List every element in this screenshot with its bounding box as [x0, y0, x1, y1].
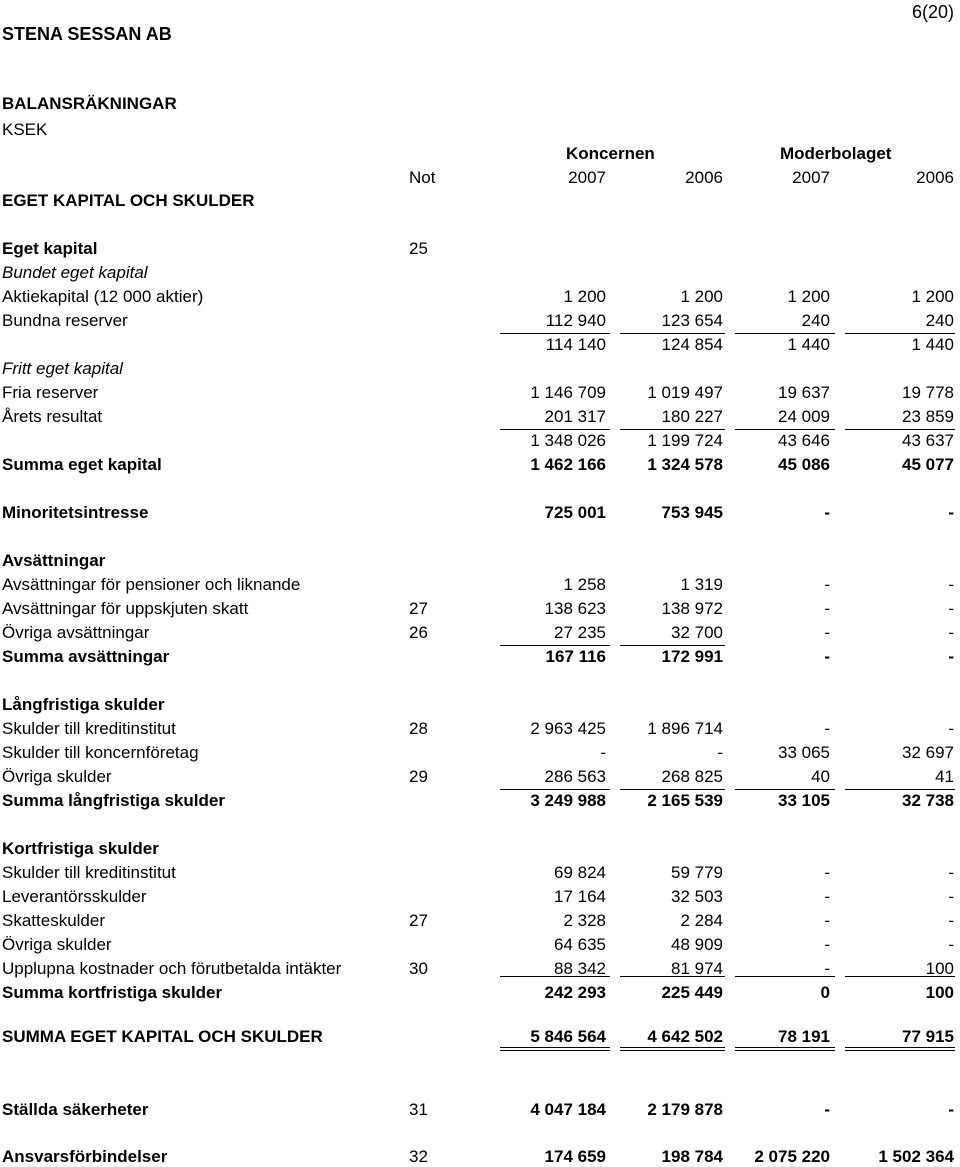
underline — [620, 333, 725, 334]
table-row — [0, 647, 960, 667]
row-value: 124 854 — [661, 335, 723, 354]
underline — [845, 1047, 955, 1048]
row-label: Upplupna kostnader och förutbetalda intäkter — [2, 959, 342, 978]
row-label: Ställda säkerheter — [2, 1100, 149, 1119]
row-value: 167 116 — [545, 647, 606, 666]
row-note: 30 — [409, 959, 428, 978]
row-value: 201 317 — [544, 407, 606, 426]
row-value: - — [948, 887, 954, 906]
row-label: Bundna reserver — [2, 311, 128, 330]
row-label: Kortfristiga skulder — [2, 839, 159, 858]
group-header: Koncernen — [566, 144, 655, 163]
underline — [620, 1050, 725, 1051]
row-value: 3 249 988 — [530, 791, 606, 810]
row-label: Årets resultat — [2, 407, 103, 426]
row-value: - — [948, 1100, 954, 1119]
underline — [845, 333, 955, 334]
table-row — [0, 311, 960, 331]
table-row — [0, 767, 960, 787]
table-row — [0, 407, 960, 427]
table-row — [0, 431, 960, 451]
table-row — [0, 719, 960, 739]
row-value: 1 896 714 — [647, 719, 723, 738]
table-row — [0, 455, 960, 475]
row-value: 1 200 — [563, 287, 606, 306]
row-value: 2 179 878 — [647, 1100, 723, 1119]
row-label: Övriga avsättningar — [2, 623, 150, 642]
underline — [845, 976, 955, 977]
table-row — [0, 383, 960, 403]
section-title: EGET KAPITAL OCH SKULDER — [2, 191, 255, 210]
company-name: STENA SESSAN AB — [2, 24, 172, 44]
row-value: 225 449 — [661, 983, 723, 1002]
table-row — [0, 911, 960, 931]
row-value: - — [824, 599, 830, 618]
row-value: - — [600, 743, 606, 762]
underline — [620, 645, 725, 646]
row-value: 27 235 — [554, 623, 606, 642]
table-row — [0, 1147, 960, 1167]
year-header-group-2007: 2007 — [568, 168, 606, 187]
table-row — [0, 335, 960, 355]
row-value: 23 859 — [902, 407, 954, 426]
underline — [735, 429, 835, 430]
row-label: Summa eget kapital — [2, 455, 162, 474]
row-label: Bundet eget kapital — [2, 263, 148, 282]
table-row — [0, 695, 960, 715]
row-value: 1 440 — [911, 335, 954, 354]
row-note: 29 — [409, 767, 428, 786]
row-value: 88 342 — [554, 959, 606, 978]
row-value: 32 697 — [902, 743, 954, 762]
row-value: 172 991 — [661, 647, 723, 666]
row-value: - — [948, 575, 954, 594]
table-row — [0, 743, 960, 763]
row-note: 31 — [409, 1100, 428, 1119]
row-label: Summa kortfristiga skulder — [2, 983, 223, 1002]
row-value: 1 348 026 — [530, 431, 606, 450]
row-value: 268 825 — [661, 767, 723, 786]
row-value: 78 191 — [778, 1027, 830, 1046]
row-value: 114 140 — [545, 335, 606, 354]
row-label: Skulder till koncernföretag — [2, 743, 199, 762]
row-value: - — [824, 911, 830, 930]
row-label: Avsättningar — [2, 551, 106, 570]
row-value: 198 784 — [661, 1147, 723, 1166]
row-value: 64 635 — [554, 935, 606, 954]
table-row — [0, 1027, 960, 1047]
row-value: 138 623 — [544, 599, 606, 618]
note-header: Not — [409, 168, 436, 187]
row-value: 240 — [925, 311, 954, 330]
year-header-group-2006: 2006 — [685, 168, 723, 187]
row-value: 32 503 — [671, 887, 723, 906]
parent-header: Moderbolaget — [780, 144, 892, 163]
row-value: 2 075 220 — [754, 1147, 830, 1166]
row-value: - — [948, 863, 954, 882]
table-row — [0, 503, 960, 523]
document-title: BALANSRÄKNINGAR — [2, 94, 177, 113]
row-value: - — [824, 887, 830, 906]
table-row — [0, 887, 960, 907]
row-label: Avsättningar för uppskjuten skatt — [2, 599, 249, 618]
row-value: 2 328 — [563, 911, 606, 930]
table-row — [0, 935, 960, 955]
underline — [500, 789, 610, 790]
row-label: Skulder till kreditinstitut — [2, 863, 176, 882]
row-label: Skatteskulder — [2, 911, 105, 930]
underline — [845, 1050, 955, 1051]
row-value: 2 165 539 — [647, 791, 723, 810]
row-value: 43 646 — [778, 431, 830, 450]
row-value: 1 200 — [680, 287, 723, 306]
row-value: 1 502 364 — [878, 1147, 954, 1166]
row-value: 753 945 — [661, 503, 723, 522]
row-label: SUMMA EGET KAPITAL OCH SKULDER — [2, 1027, 323, 1046]
row-value: 17 164 — [554, 887, 606, 906]
underline — [500, 645, 610, 646]
underline — [500, 1047, 610, 1048]
row-value: 33 105 — [778, 791, 830, 810]
row-label: Fritt eget kapital — [2, 359, 123, 378]
table-row — [0, 551, 960, 571]
row-value: 32 700 — [671, 623, 723, 642]
table-row — [0, 839, 960, 859]
underline — [735, 789, 835, 790]
row-note: 26 — [409, 623, 428, 642]
underline — [845, 429, 955, 430]
table-row — [0, 263, 960, 283]
row-value: - — [824, 1100, 830, 1119]
row-value: 174 659 — [544, 1147, 606, 1166]
row-label: Övriga skulder — [2, 935, 112, 954]
row-value: 45 077 — [902, 455, 954, 474]
row-value: 1 200 — [911, 287, 954, 306]
row-value: 5 846 564 — [530, 1027, 606, 1046]
row-value: 1 324 578 — [647, 455, 723, 474]
underline — [620, 976, 725, 977]
row-label: Övriga skulder — [2, 767, 112, 786]
row-label: Avsättningar för pensioner och liknande — [2, 575, 301, 594]
underline — [735, 976, 835, 977]
table-row — [0, 623, 960, 643]
row-label: Minoritetsintresse — [2, 503, 149, 522]
row-value: 81 974 — [671, 959, 723, 978]
row-value: 43 637 — [902, 431, 954, 450]
row-value: - — [824, 719, 830, 738]
underline — [500, 976, 610, 977]
row-value: - — [824, 503, 830, 522]
row-value: 41 — [935, 767, 954, 786]
row-value: 4 642 502 — [647, 1027, 723, 1046]
row-value: 1 440 — [787, 335, 830, 354]
row-label: Eget kapital — [2, 239, 98, 258]
row-value: 33 065 — [778, 743, 830, 762]
row-value: 123 654 — [661, 311, 723, 330]
row-value: 1 199 724 — [647, 431, 723, 450]
row-value: - — [824, 647, 830, 666]
row-note: 25 — [409, 239, 428, 258]
table-row — [0, 1100, 960, 1120]
row-value: 100 — [925, 959, 954, 978]
row-value: 286 563 — [544, 767, 606, 786]
row-note: 28 — [409, 719, 428, 738]
row-value: 242 293 — [544, 983, 606, 1002]
year-header-parent-2006: 2006 — [916, 168, 954, 187]
row-value: 40 — [811, 767, 830, 786]
underline — [620, 1047, 725, 1048]
row-value: 180 227 — [661, 407, 723, 426]
row-label: Långfristiga skulder — [2, 695, 165, 714]
row-label: Skulder till kreditinstitut — [2, 719, 176, 738]
row-value: 112 940 — [545, 311, 606, 330]
row-value: 1 146 709 — [530, 383, 606, 402]
row-value: - — [948, 647, 954, 666]
row-value: 48 909 — [671, 935, 723, 954]
row-value: 45 086 — [778, 455, 830, 474]
row-label: Summa långfristiga skulder — [2, 791, 225, 810]
row-note: 32 — [409, 1147, 428, 1166]
underline — [620, 429, 725, 430]
underline — [500, 1050, 610, 1051]
row-value: - — [948, 911, 954, 930]
underline — [735, 1047, 835, 1048]
row-value: 19 778 — [902, 383, 954, 402]
row-label: Summa avsättningar — [2, 647, 170, 666]
table-row — [0, 791, 960, 811]
row-value: 138 972 — [661, 599, 723, 618]
underline — [735, 333, 835, 334]
table-row — [0, 599, 960, 619]
row-value: 1 462 166 — [530, 455, 606, 474]
table-row — [0, 575, 960, 595]
row-label: Leverantörsskulder — [2, 887, 147, 906]
row-value: - — [717, 743, 723, 762]
row-value: 0 — [820, 983, 830, 1002]
row-value: - — [824, 623, 830, 642]
underline — [500, 429, 610, 430]
underline — [845, 789, 955, 790]
table-row — [0, 359, 960, 379]
row-value: 100 — [925, 983, 954, 1002]
year-header-parent-2007: 2007 — [792, 168, 830, 187]
underline — [500, 333, 610, 334]
table-row — [0, 863, 960, 883]
row-value: 32 738 — [902, 791, 954, 810]
underline — [620, 789, 725, 790]
row-value: - — [824, 575, 830, 594]
row-value: 69 824 — [554, 863, 606, 882]
row-value: 1 258 — [563, 575, 606, 594]
row-value: 19 637 — [778, 383, 830, 402]
row-value: 1 200 — [787, 287, 830, 306]
table-row — [0, 287, 960, 307]
row-note: 27 — [409, 911, 428, 930]
row-value: - — [824, 959, 830, 978]
row-value: 1 319 — [680, 575, 723, 594]
table-row — [0, 983, 960, 1003]
row-value: 2 284 — [680, 911, 723, 930]
currency-label: KSEK — [2, 120, 48, 139]
row-value: 725 001 — [544, 503, 606, 522]
row-value: 2 963 425 — [530, 719, 606, 738]
row-value: 1 019 497 — [647, 383, 723, 402]
table-row — [0, 239, 960, 259]
row-value: - — [948, 623, 954, 642]
row-value: - — [948, 935, 954, 954]
row-label: Ansvarsförbindelser — [2, 1147, 168, 1166]
row-value: 24 009 — [778, 407, 830, 426]
row-value: 4 047 184 — [530, 1100, 606, 1119]
row-note: 27 — [409, 599, 428, 618]
underline — [735, 1050, 835, 1051]
row-value: - — [824, 863, 830, 882]
row-value: 240 — [801, 311, 830, 330]
row-value: - — [948, 719, 954, 738]
row-value: - — [948, 503, 954, 522]
page-number: 6(20) — [911, 2, 954, 22]
row-label: Aktiekapital (12 000 aktier) — [2, 287, 204, 306]
row-label: Fria reserver — [2, 383, 99, 402]
row-value: 77 915 — [902, 1027, 954, 1046]
row-value: - — [948, 599, 954, 618]
row-value: - — [824, 935, 830, 954]
row-value: 59 779 — [671, 863, 723, 882]
